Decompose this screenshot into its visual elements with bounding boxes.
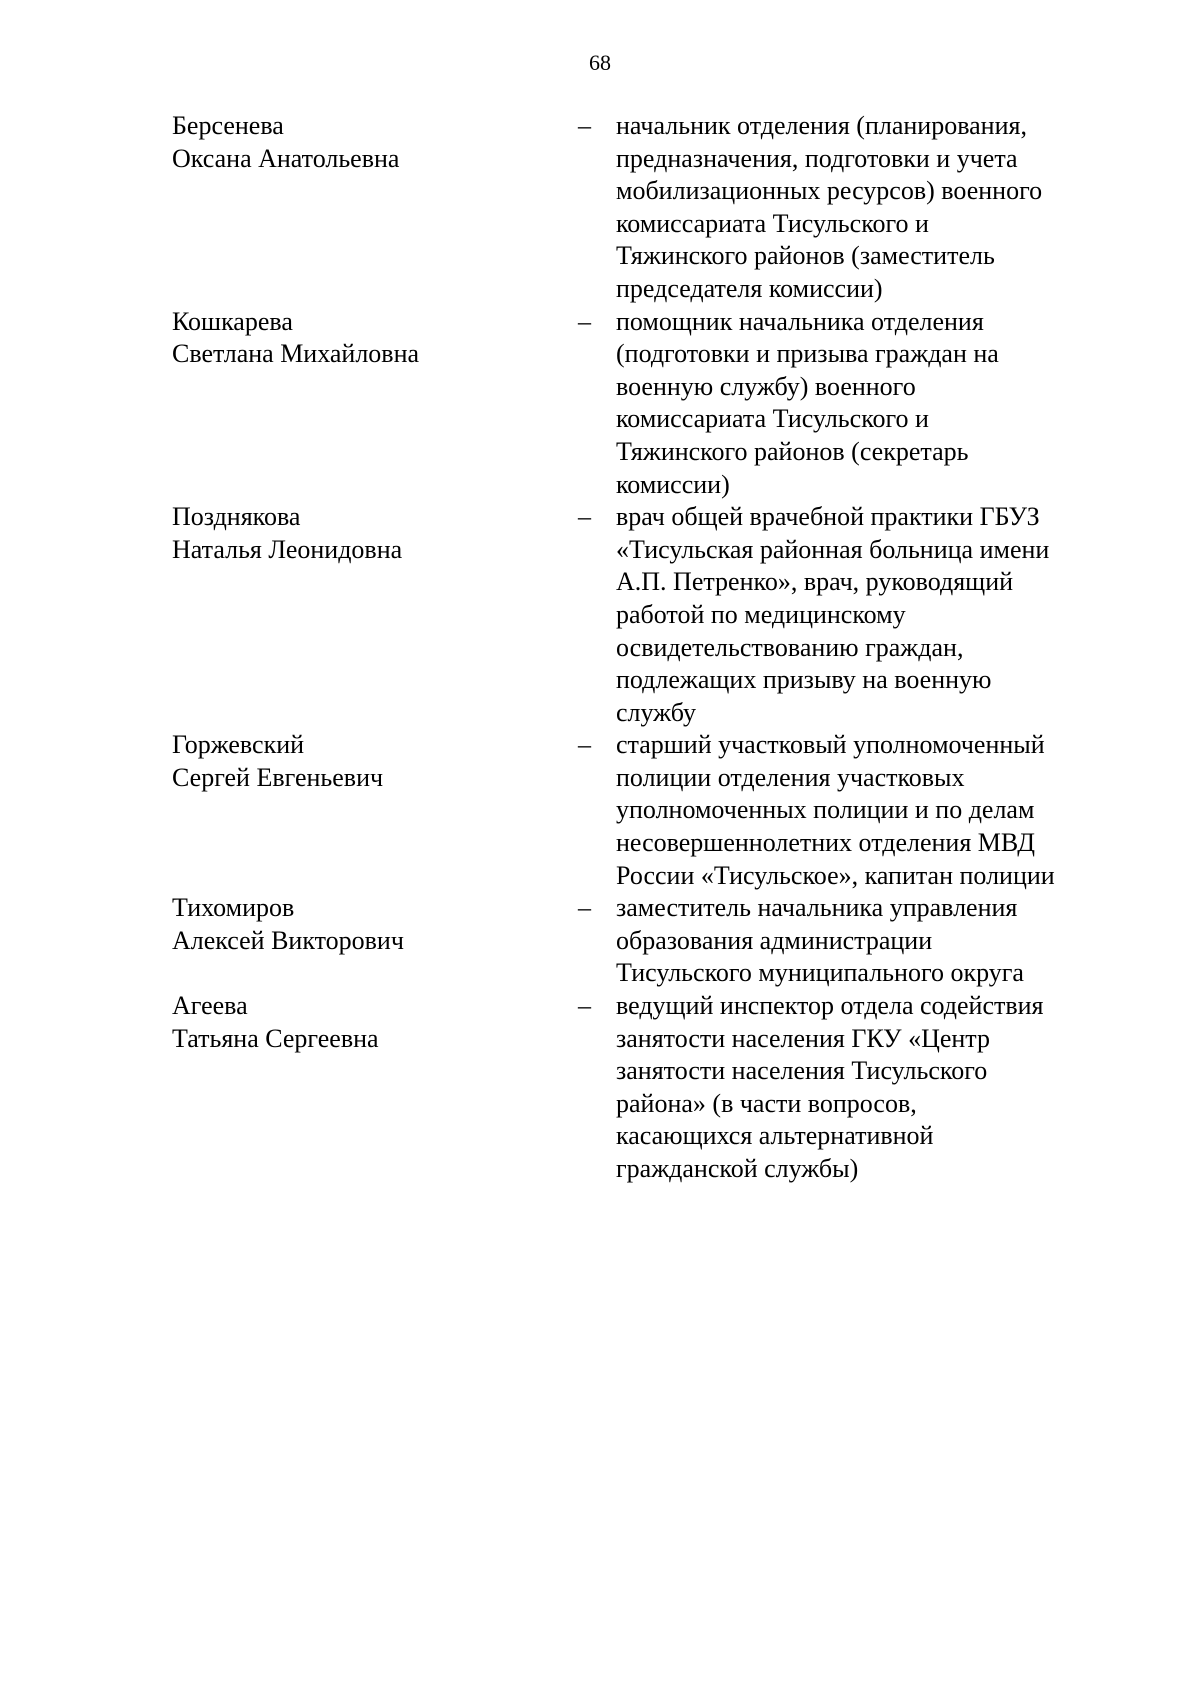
member-position xyxy=(616,501,1106,729)
position-line: подлежащих призыву на военную xyxy=(616,665,992,695)
position-line: комиссариата Тисульского и xyxy=(616,404,929,434)
position-line: А.П. Петренко», врач, руководящий xyxy=(616,567,1014,597)
dash-separator: – xyxy=(578,306,591,336)
position-line: образования администрации xyxy=(616,925,933,955)
dash-separator: – xyxy=(578,502,591,532)
page-number: 68 xyxy=(589,50,611,75)
position-line: ведущий инспектор отдела содействия xyxy=(616,991,1044,1021)
member-surname: Позднякова xyxy=(172,502,301,532)
position-line: помощник начальника отделения xyxy=(616,306,984,336)
position-line: комиссариата Тисульского и xyxy=(616,208,929,238)
position-line: занятости населения Тисульского xyxy=(616,1056,988,1086)
member-surname: Агеева xyxy=(172,991,248,1021)
member-entry xyxy=(172,501,1112,729)
position-line: заместитель начальника управления xyxy=(616,893,1018,923)
dash-separator: – xyxy=(578,991,591,1021)
member-position xyxy=(616,306,1106,502)
position-line: освидетельствованию граждан, xyxy=(616,632,964,662)
member-name xyxy=(172,110,578,175)
commission-member-list xyxy=(172,110,1112,1186)
member-given-names: Татьяна Сергеевна xyxy=(172,1023,379,1053)
member-given-names: Алексей Викторович xyxy=(172,925,404,955)
member-position xyxy=(616,729,1106,892)
position-line: комиссии) xyxy=(616,469,730,499)
position-line: старший участковый уполномоченный xyxy=(616,730,1045,760)
member-entry xyxy=(172,990,1112,1186)
member-position xyxy=(616,110,1106,306)
position-line: предназначения, подготовки и учета xyxy=(616,143,1018,173)
position-line: несовершеннолетних отделения МВД xyxy=(616,828,1036,858)
member-surname: Берсенева xyxy=(172,111,284,140)
position-line: гражданской службы) xyxy=(616,1154,859,1183)
member-surname: Тихомиров xyxy=(172,893,295,923)
position-line: района» (в части вопросов, xyxy=(616,1088,917,1118)
member-entry xyxy=(172,306,1112,502)
position-line: мобилизационных ресурсов) военного xyxy=(616,176,1043,206)
position-line: Тяжинского районов (секретарь xyxy=(616,436,969,466)
member-name xyxy=(172,990,578,1055)
dash-separator: – xyxy=(578,730,591,760)
position-line: Тяжинского районов (заместитель xyxy=(616,241,995,271)
member-given-names: Наталья Леонидовна xyxy=(172,534,403,564)
position-line: врач общей врачебной практики ГБУЗ xyxy=(616,502,1040,532)
member-position xyxy=(616,892,1106,990)
member-entry xyxy=(172,892,1112,990)
member-given-names: Светлана Михайловна xyxy=(172,339,420,369)
member-name xyxy=(172,892,578,957)
position-line: председателя комиссии) xyxy=(616,273,883,303)
position-line: (подготовки и призыва граждан на xyxy=(616,339,999,369)
position-line: начальник отделения (планирования, xyxy=(616,111,1027,140)
position-line: касающихся альтернативной xyxy=(616,1121,934,1151)
position-line: уполномоченных полиции и по делам xyxy=(616,795,1035,825)
member-entry xyxy=(172,729,1112,892)
member-name xyxy=(172,729,578,794)
position-line: России «Тисульское», капитан полиции xyxy=(616,860,1055,890)
dash-separator: – xyxy=(578,111,591,140)
member-name xyxy=(172,306,578,371)
member-position xyxy=(616,990,1106,1186)
position-line: Тисульского муниципального округа xyxy=(616,958,1024,988)
position-line: полиции отделения участковых xyxy=(616,762,965,792)
member-surname: Кошкарева xyxy=(172,306,293,336)
position-line: занятости населения ГКУ «Центр xyxy=(616,1023,990,1053)
member-entry xyxy=(172,110,1112,306)
member-given-names: Оксана Анатольевна xyxy=(172,143,400,173)
member-surname: Горжевский xyxy=(172,730,305,760)
position-line: службу xyxy=(616,697,697,727)
position-line: «Тисульская районная больница имени xyxy=(616,534,1050,564)
position-line: работой по медицинскому xyxy=(616,599,906,629)
member-given-names: Сергей Евгеньевич xyxy=(172,762,384,792)
member-name xyxy=(172,501,578,566)
position-line: военную службу) военного xyxy=(616,371,916,401)
dash-separator: – xyxy=(578,893,591,923)
